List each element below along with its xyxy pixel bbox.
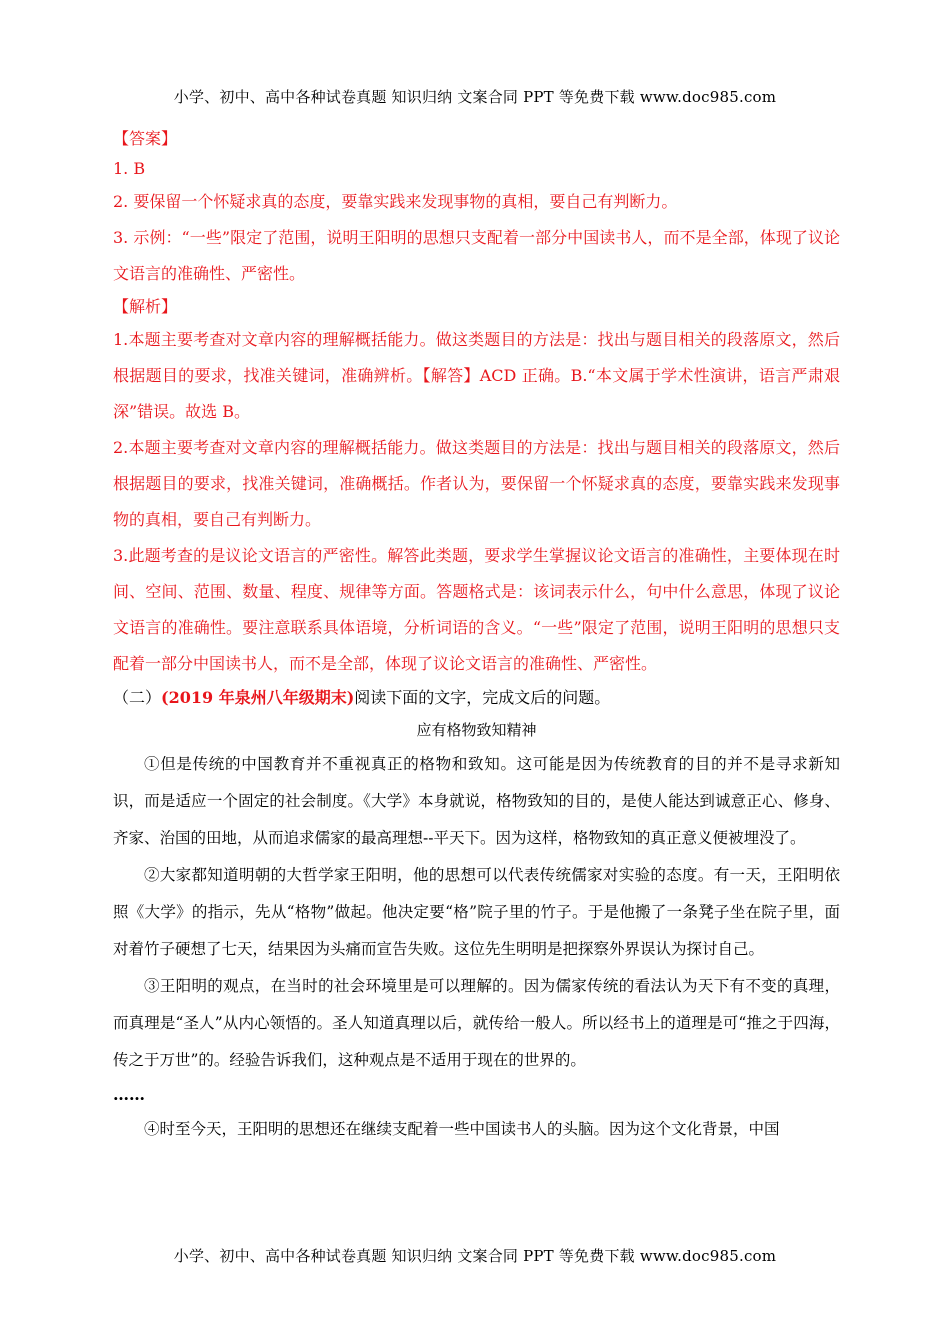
article-ellipsis: …… bbox=[113, 1085, 145, 1104]
analysis-item-3: 3.此题考查的是议论文语言的严密性。解答此类题，要求学生掌握议论文语言的准确性，主要体现在时间、空间、范围、数量、程度、规律等方面。答题格式是：该词表示什么，句中什么意思，体现了议论文语言的准确性。要注意联系具体语境，分析词语的含义。“一些”限定了范围，说明王阳明的思想只支配着一部分中国读书人，而不是全部，体现了议论文语言的准确性、严密性。 bbox=[113, 546, 840, 673]
page-header: 小学、初中、高中各种试卷真题 知识归纳 文案合同 PPT 等免费下载 www.doc985.com bbox=[173, 88, 777, 106]
section-prefix: （二） bbox=[113, 688, 162, 707]
article-paragraph-4: ④时至今天，王阳明的思想还在继续支配着一些中国读书人的头脑。因为这个文化背景，中国 bbox=[144, 1120, 780, 1138]
article-paragraph-2: ②大家都知道明朝的大哲学家王阳明，他的思想可以代表传统儒家对实验的态度。有一天，王阳明依照《大学》的指示，先从“格物”做起。他决定要“格”院子里的竹子。于是他搬了一条凳子坐在院子里，面对着竹子硬想了七天，结果因为头痛而宣告失败。这位先生明明是把探察外界误认为探讨自己。 bbox=[113, 866, 840, 958]
section-heading bbox=[113, 682, 840, 714]
answer-item-1: 1. B bbox=[113, 159, 146, 178]
article-title: 应有格物致知精神 bbox=[416, 721, 537, 739]
analysis-item-2: 2.本题主要考查对文章内容的理解概括能力。做这类题目的方法是：找出与题目相关的段落原文，然后根据题目的要求，找准关键词，准确概括。作者认为，要保留一个怀疑求真的态度，要靠实践来发现事物的真相，要自己有判断力。 bbox=[113, 438, 840, 529]
section-instruction: 阅读下面的文字，完成文后的问题。 bbox=[354, 688, 611, 707]
analysis-item-1: 1.本题主要考查对文章内容的理解概括能力。做这类题目的方法是：找出与题目相关的段落原文，然后根据题目的要求，找准关键词，准确辨析。【解答】ACD 正确。B.“本文属于学术性演讲，语言严肃艰深”错误。故选 B。 bbox=[113, 330, 840, 421]
analysis-heading: 【解析】 bbox=[113, 297, 178, 316]
article-paragraph-1: ①但是传统的中国教育并不重视真正的格物和致知。这可能是因为传统教育的目的并不是寻求新知识，而是适应一个固定的社会制度。《大学》本身就说，格物致知的目的，是使人能达到诚意正心、修身、齐家、治国的田地，从而追求儒家的最高理想--平天下。因为这样，格物致知的真正意义便被埋没了。 bbox=[113, 755, 840, 847]
page-footer: 小学、初中、高中各种试卷真题 知识归纳 文案合同 PPT 等免费下载 www.doc985.com bbox=[173, 1247, 777, 1265]
document-body bbox=[113, 124, 840, 1148]
answer-heading: 【答案】 bbox=[113, 129, 178, 148]
answer-item-2: 2. 要保留一个怀疑求真的态度，要靠实践来发现事物的真相，要自己有判断力。 bbox=[113, 192, 678, 211]
answer-item-3: 3. 示例：“一些”限定了范围，说明王阳明的思想只支配着一部分中国读书人，而不是全部，体现了议论文语言的准确性、严密性。 bbox=[113, 228, 840, 283]
article-paragraph-3: ③王阳明的观点，在当时的社会环境里是可以理解的。因为儒家传统的看法认为天下有不变的真理，而真理是“圣人”从内心领悟的。圣人知道真理以后，就传给一般人。所以经书上的道理是可“推之于四海，传之于万世”的。经验告诉我们，这种观点是不适用于现在的世界的。 bbox=[113, 977, 840, 1069]
section-source: (2019 年泉州八年级期末) bbox=[161, 688, 355, 707]
